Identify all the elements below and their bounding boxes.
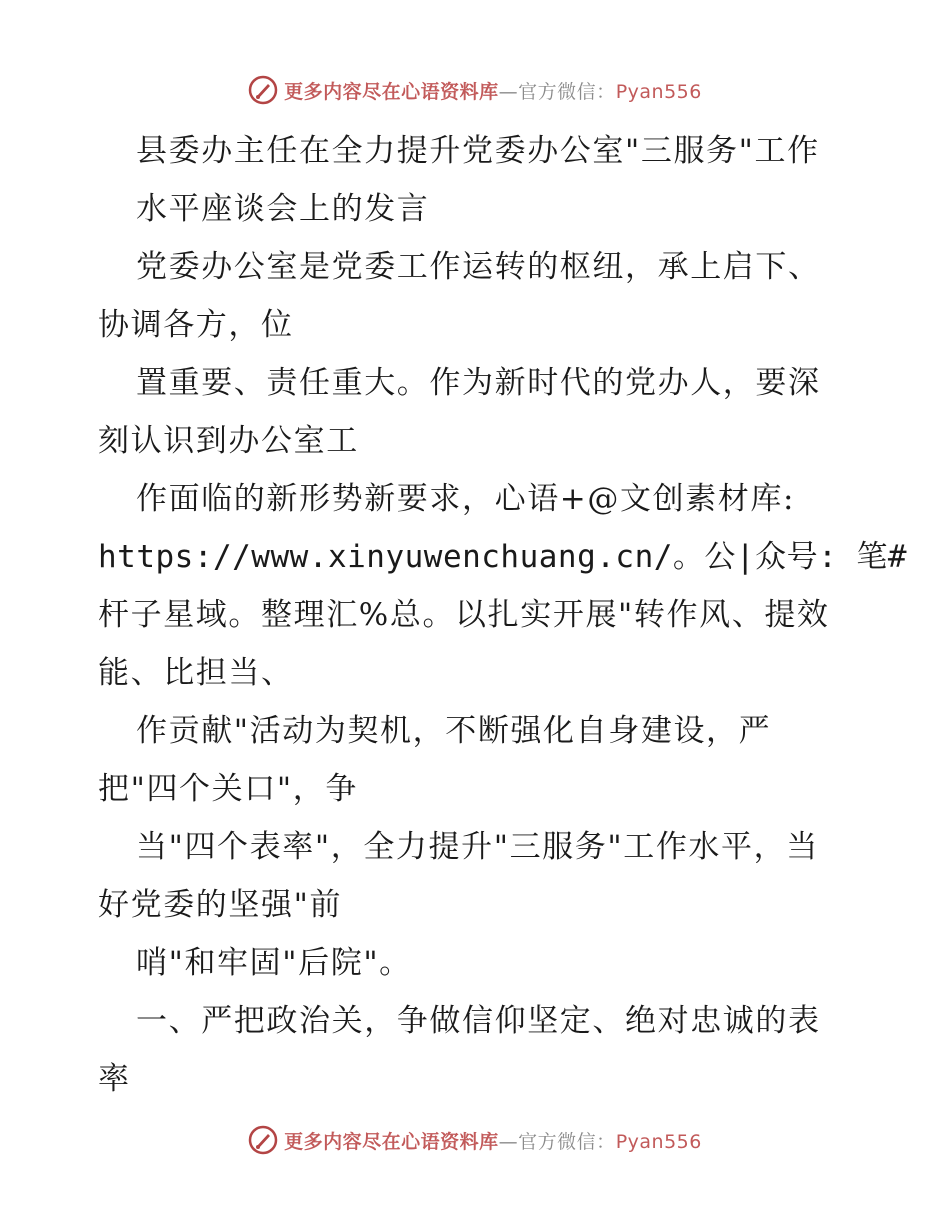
watermark-sub: 官方微信： xyxy=(518,80,616,103)
section-heading: 一、严把政治关，争做信仰坚定、绝对忠诚的表 xyxy=(136,1003,821,1039)
paragraph-line: 置重要、责任重大。作为新时代的党办人，要深 xyxy=(136,365,821,401)
paragraph-line-url: https://www.xinyuwenchuang.cn/。公|众号: 笔# xyxy=(98,539,908,575)
paragraph-line: 协调各方，位 xyxy=(98,307,294,343)
watermark-brand: 更多内容尽在心语资料库 xyxy=(284,1130,499,1153)
watermark-sub: 官方微信： xyxy=(518,1130,616,1153)
watermark-brand: 更多内容尽在心语资料库 xyxy=(284,80,499,103)
brand-logo-icon xyxy=(248,75,278,105)
watermark-text xyxy=(284,1127,702,1154)
document-body xyxy=(98,122,908,1108)
paragraph-line: 当"四个表率"，全力提升"三服务"工作水平，当 xyxy=(136,829,819,865)
header-watermark xyxy=(0,70,950,110)
section-heading-tail: 率 xyxy=(98,1061,131,1097)
title-line-2: 水平座谈会上的发言 xyxy=(136,191,430,227)
watermark-text xyxy=(284,77,702,104)
paragraph-line: 好党委的坚强"前 xyxy=(98,887,343,923)
paragraph-line: 杆子星域。整理汇%总。以扎实开展"转作风、提效 xyxy=(98,597,830,633)
watermark-id: Pyan556 xyxy=(615,80,702,103)
watermark-separator: — xyxy=(498,1130,519,1153)
paragraph-line: 作贡献"活动为契机，不断强化自身建设，严 xyxy=(136,713,772,749)
paragraph-line: 作面临的新形势新要求，心语+@文创素材库: xyxy=(136,481,796,517)
title-line-1: 县委办主任在全力提升党委办公室"三服务"工作 xyxy=(136,133,820,169)
footer-watermark xyxy=(0,1120,950,1160)
paragraph-line: 党委办公室是党委工作运转的枢纽，承上启下、 xyxy=(136,249,821,285)
paragraph-line: 能、比担当、 xyxy=(98,655,294,691)
paragraph-line: 把"四个关口"，争 xyxy=(98,771,358,807)
watermark-id: Pyan556 xyxy=(615,1130,702,1153)
paragraph-line: 刻认识到办公室工 xyxy=(98,423,359,459)
brand-logo-icon xyxy=(248,1125,278,1155)
watermark-separator: — xyxy=(498,80,519,103)
paragraph-line: 哨"和牢固"后院"。 xyxy=(136,945,412,981)
